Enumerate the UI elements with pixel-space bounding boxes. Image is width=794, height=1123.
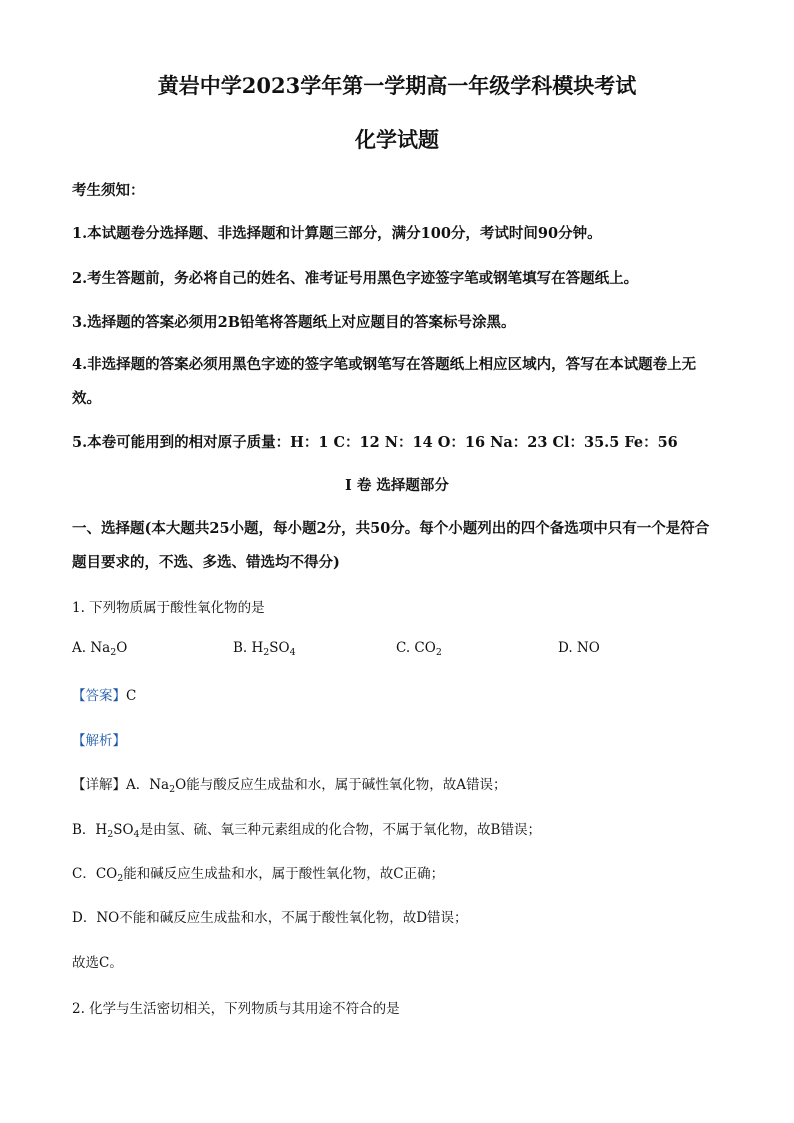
detail-line-b: B．$H_2SO_4$是由氢、硫、氧三种元素组成的化合物，不属于氧化物，故B错误； [72, 822, 541, 840]
analysis-label: 【解析】 [72, 733, 126, 749]
section-instructions: 一、选择题(本大题共25小题，每小题2分，共50分。每个小题列出的四个备选项中只有一个是符合题目要求的，不选、多选、错选均不得分) [72, 520, 710, 571]
conclusion: 故选C。 [72, 955, 123, 971]
subject-title: 化学试题 [355, 127, 439, 152]
exam-title: 黄岩中学2023学年第一学期高一年级学科模块考试 [157, 73, 637, 98]
notice-item-4: 4.非选择题的答案必须用黑色字迹的签字笔或钢笔写在答题纸上相应区域内，答写在本试题卷上无效。 [72, 356, 697, 407]
option-c: C. $CO_2$ [396, 640, 442, 658]
notice-item-1: 1.本试题卷分选择题、非选择题和计算题三部分，满分100分，考试时间90分钟。 [72, 225, 602, 242]
detail-line-a: 【详解】A．$Na_2O$能与酸反应生成盐和水，属于碱性氧化物，故A错误； [72, 777, 507, 795]
detail-line-d: D．NO不能和碱反应生成盐和水，不属于酸性氧化物，故D错误； [72, 910, 468, 926]
notice-heading: 考生须知： [72, 182, 145, 199]
option-d: D. NO [558, 640, 600, 656]
answer-value: C [126, 688, 137, 704]
notice-item-2: 2.考生答题前，务必将自己的姓名、准考证号用黑色字迹签字笔或钢笔填写在答题纸上。 [72, 270, 639, 287]
option-b: B. $H_2SO_4$ [233, 640, 296, 658]
detail-line-c: C．$CO_2$能和碱反应生成盐和水，属于酸性氧化物，故C正确； [72, 866, 445, 884]
option-a: A. $Na_2O$ [72, 640, 128, 658]
question-2-stem: 2. 化学与生活密切相关，下列物质与其用途不符合的是 [72, 1001, 400, 1017]
answer-label: 【答案】 [72, 688, 126, 704]
section-title: I 卷 选择题部分 [345, 477, 449, 494]
question-1-stem: 1. 下列物质属于酸性氧化物的是 [72, 600, 265, 616]
notice-item-3: 3.选择题的答案必须用2B铅笔将答题纸上对应题目的答案标号涂黑。 [72, 314, 516, 331]
notice-item-5: 5.本卷可能用到的相对原子质量：H：1 C：12 N：14 O：16 Na：23 Cl：35.5 Fe：56 [72, 434, 678, 451]
answer-line [72, 684, 722, 704]
